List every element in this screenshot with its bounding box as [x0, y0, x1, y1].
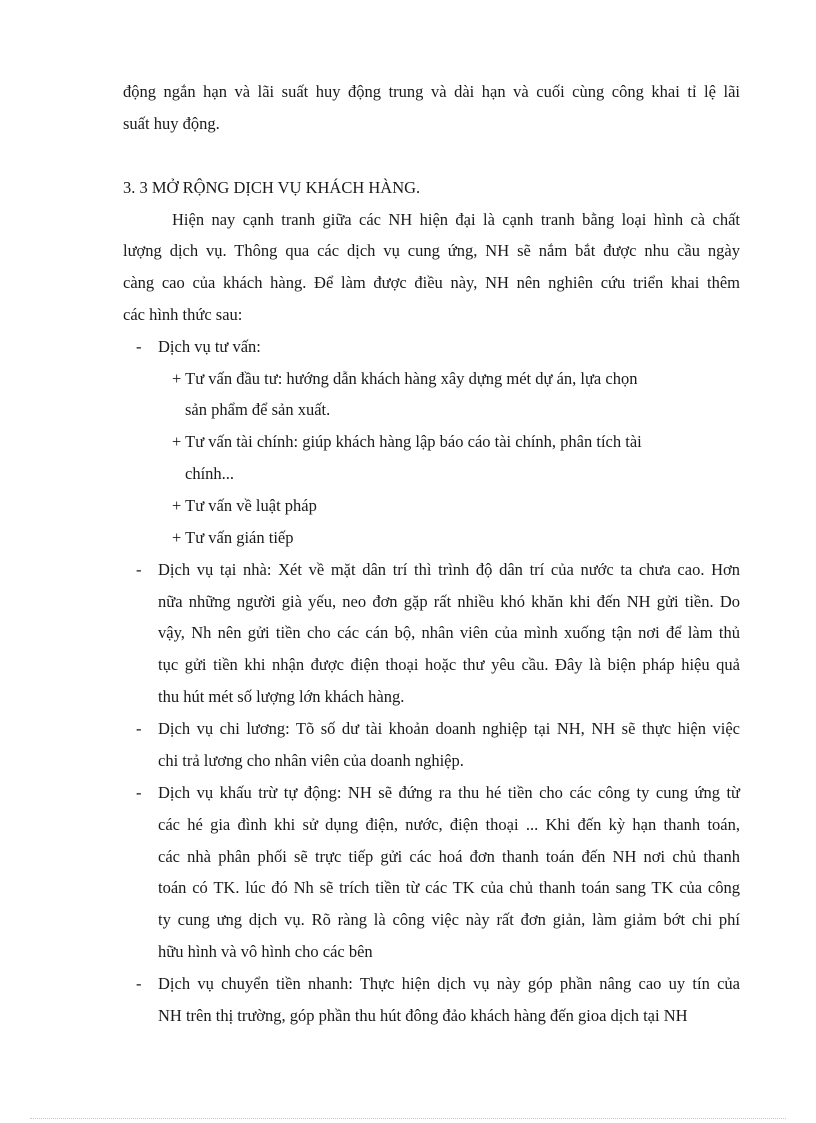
consulting-title: Dịch vụ tư vấn: — [158, 337, 261, 356]
paragraph-line: Hiện nay cạnh tranh giữa các NH hiện đại là cạnh tranh bằng loại hình cà chất — [172, 210, 740, 229]
consulting-sub-line: chính... — [185, 464, 235, 483]
payroll-line: Dịch vụ chi lương: Tõ số dư tài khoản doanh nghiệp tại NH, NH sẽ thực hiện việc — [158, 719, 740, 738]
transfer-line: Dịch vụ chuyển tiền nhanh: Thực hiện dịch vụ này góp phần nâng cao uy tín của — [158, 974, 740, 993]
bullet-marker: - — [136, 974, 142, 993]
transfer-line: NH trên thị trường, góp phần thu hút đông đảo khách hàng đến gioa dịch tại NH — [158, 1006, 688, 1025]
home-service-line: Dịch vụ tại nhà: Xét về mặt dân trí thì trình độ dân trí của nước ta chưa cao. Hơn — [158, 560, 740, 579]
bullet-marker: - — [136, 337, 142, 356]
intro-line: suất huy động. — [123, 114, 220, 133]
consulting-sub-line: + Tư vấn về luật pháp — [172, 496, 317, 515]
page-bottom-divider — [30, 1118, 786, 1119]
auto-debit-line: các nhà phân phối sẽ trực tiếp gửi các hoá đơn thanh toán đến NH nơi chủ thanh — [158, 847, 740, 866]
payroll-line: chi trả lương cho nhân viên của doanh nghiệp. — [158, 751, 464, 770]
home-service-line: tục gửi tiền khi nhận được điện thoại hoặc thư yêu cầu. Đây là biện pháp hiệu quả — [158, 655, 740, 674]
bullet-marker: - — [136, 560, 142, 579]
home-service-line: thu hút mét số lượng lớn khách hàng. — [158, 687, 405, 706]
consulting-sub-line: + Tư vấn tài chính: giúp khách hàng lập báo cáo tài chính, phân tích tài — [172, 432, 642, 451]
bullet-marker: - — [136, 783, 142, 802]
consulting-sub-line: + Tư vấn đầu tư: hướng dẫn khách hàng xây dựng mét dự án, lựa chọn — [172, 369, 638, 388]
auto-debit-line: toán có TK. lúc đó Nh sẽ trích tiền từ các TK của chủ thanh toán sang TK của công — [158, 878, 740, 897]
home-service-line: nữa những người già yếu, neo đơn gặp rất nhiều khó khăn khi đến NH gửi tiền. Do — [158, 592, 740, 611]
section-heading: 3. 3 MỞ RỘNG DỊCH VỤ KHÁCH HÀNG. — [123, 178, 421, 197]
auto-debit-line: hữu hình và vô hình cho các bên — [158, 942, 373, 961]
intro-line: động ngắn hạn và lãi suất huy động trung và dài hạn và cuối cùng công khai tỉ lệ lãi — [123, 82, 740, 101]
auto-debit-line: ty cung ưng dịch vụ. Rõ ràng là công việc này rất đơn giản, làm giảm bớt chi phí — [158, 910, 740, 929]
auto-debit-line: các hé gia đình khi sử dụng điện, nước, điện thoại ... Khi đến kỳ hạn thanh toán, — [158, 815, 740, 834]
consulting-sub-line: + Tư vấn gián tiếp — [172, 528, 294, 547]
paragraph-line: càng cao của khách hàng. Để làm được điều này, NH nên nghiên cứu triển khai thêm — [123, 273, 740, 292]
home-service-line: vậy, Nh nên gửi tiền cho các cán bộ, nhân viên của mình xuống tận nơi để làm thủ — [158, 623, 740, 642]
consulting-sub-line: sản phẩm để sản xuất. — [185, 400, 331, 419]
bullet-marker: - — [136, 719, 142, 738]
paragraph-line: lượng dịch vụ. Thông qua các dịch vụ cung ứng, NH sẽ nắm bắt được nhu cầu ngày — [123, 241, 740, 260]
paragraph-line: các hình thức sau: — [123, 305, 243, 324]
auto-debit-line: Dịch vụ khấu trừ tự động: NH sẽ đứng ra thu hé tiền cho các công ty cung ứng từ — [158, 783, 740, 802]
